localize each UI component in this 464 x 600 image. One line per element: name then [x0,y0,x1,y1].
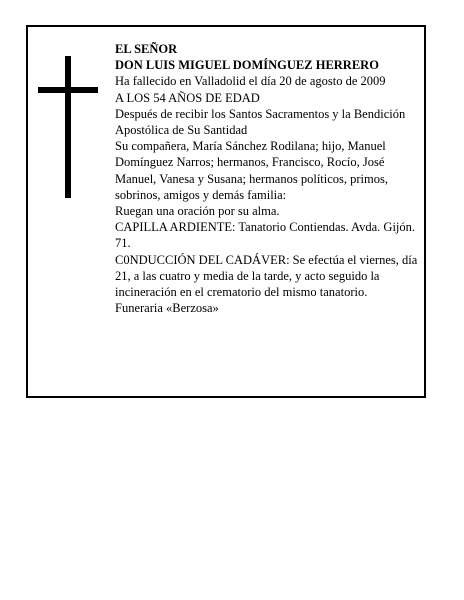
age-statement: A LOS 54 AÑOS DE EDAD [115,90,260,105]
cross-horizontal-bar [38,87,98,93]
funeral-home: Funeraria «Berzosa» [115,301,219,316]
death-statement: Ha fallecido en Valladolid el día 20 de agosto de 2009 [115,74,386,89]
procession-info: C0NDUCCIÓN DEL CADÁVER: Se efectúa el viernes, día 21, a las cuatro y media de la tarde, y acto seguido la incineración en el crematorio del mismo tanatorio. [115,252,418,300]
cross-vertical-bar [65,56,71,198]
notice-text [115,41,420,316]
obituary-notice [26,25,426,398]
sacraments-statement: Después de recibir los Santos Sacramentos y la Bendición Apostólica de Su Santidad [115,106,406,138]
deceased-title: EL SEÑOR [115,42,178,56]
deceased-name: DON LUIS MIGUEL DOMÍNGUEZ HERRERO [115,58,379,73]
cross-icon [38,56,98,198]
prayer-request: Ruegan una oración por su alma. [115,204,280,219]
family-list: Su compañera, María Sánchez Rodilana; hijo, Manuel Domínguez Narros; hermanos, Francisco, Rocío, José Manuel, Vanesa y Susana; hermanos políticos, primos, sobrinos, amigos y demás familia: [115,139,388,202]
chapel-info: CAPILLA ARDIENTE: Tanatorio Contiendas. Avda. Gijón. 71. [115,220,416,251]
